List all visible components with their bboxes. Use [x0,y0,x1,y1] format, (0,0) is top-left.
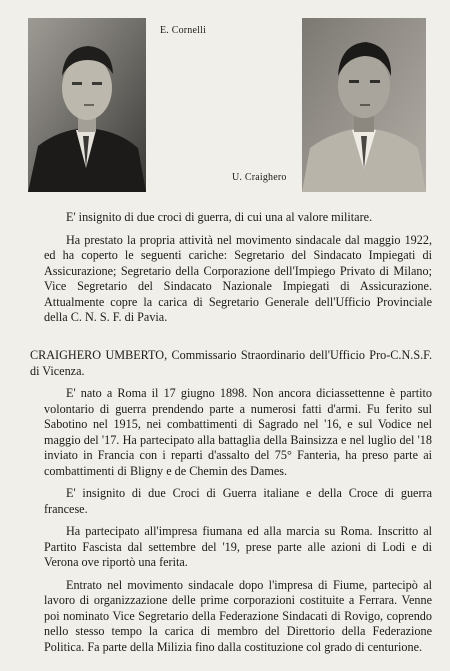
craighero-bio [30,348,432,662]
portrait-photo-cornelli [28,18,146,192]
portrait-photo-craighero [302,18,426,192]
photo-caption-craighero: U. Craighero [232,172,287,183]
bio-heading: CRAIGHERO UMBERTO, Commissario Straordinario dell'Ufficio Pro-C.N.S.F. di Vicenza. [30,348,432,378]
paragraph: E' insignito di due Croci di Guerra italiane e della Croce di guerra francese. [44,486,432,516]
paragraph: Ha partecipato all'impresa fiumana ed alla marcia su Roma. Inscritto al Partito Fascista dal settembre del '19, prese parte alle azioni di Lodi e di Verona ove riportò una ferita. [44,524,432,569]
photo-caption-cornelli: E. Cornelli [160,25,207,36]
paragraph: Entrato nel movimento sindacale dopo l'impresa di Fiume, partecipò al lavoro di organizzazione delle prime corporazioni costituite a Ferrara. Venne poi nominato Vice Segretario della Federazione Sindacati di Rovigo, coprendo nello stesso tempo la carica di membro del Direttorio della Federazione Politica. Fa parte della Milizia fino dalla costituzione col grado di centurione. [44,577,432,654]
bio-body [30,386,432,655]
portrait-cornelli-image [28,18,146,192]
paragraph: E' nato a Roma il 17 giugno 1898. Non ancora diciassettenne è partito volontario di guerra prendendo parte a numerosi fatti d'armi. Fu ferito sul Sabotino nel 1915, nei combattimenti di Sagrado nel '16, e sul Vodice nel maggio del '17. Ha partecipato alla battaglia della Bainsizza e nel luglio del '18 inviato in Francia con i reparti d'assalto del 75° Fanteria, ha preso parte ai combattimenti di Bligny e de Chemin des Dames. [44,386,432,478]
cornelli-bio-continuation [44,210,432,333]
paragraph: E' insignito di due croci di guerra, di cui una al valore militare. [66,210,373,224]
paragraph: Ha prestato la propria attività nel movimento sindacale dal maggio 1922, ed ha coperto le seguenti cariche: Segretario del Sindacato Impiegati di Assicurazione; Segretario della Corporazione dell'Impiego Privato di Milano; Vice Segretario del Sindacato Nazionale Impiegati di Assicurazione. Attualmente copre la carica di Segretario Generale dell'Ufficio Provinciale della C. N. S. F. di Pavia. [44,232,432,324]
portrait-craighero-image [302,18,426,192]
